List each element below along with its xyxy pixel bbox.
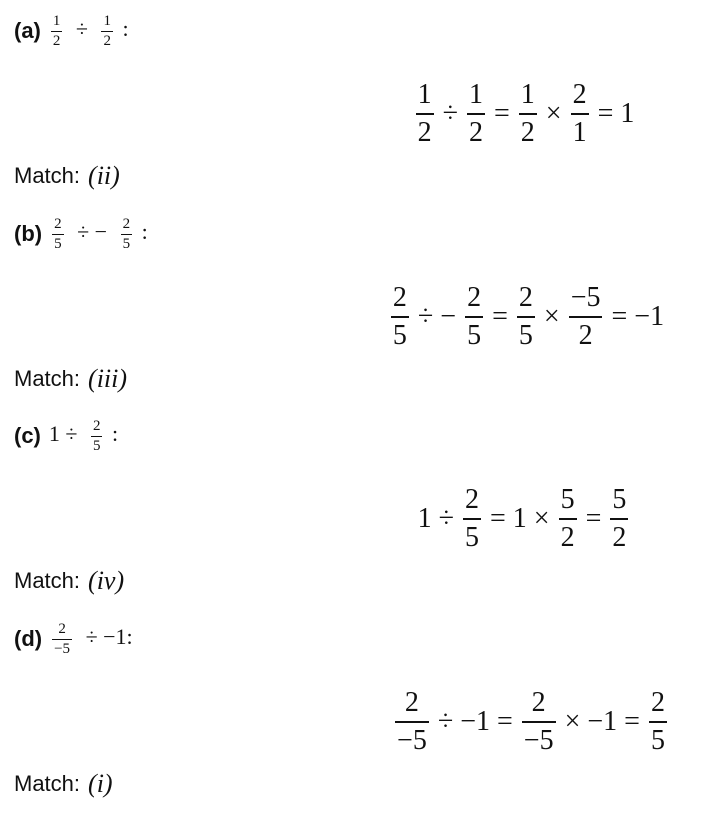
fraction: $\frac{1}{2}$ bbox=[52, 12, 61, 49]
item-c-heading-expression: 1 ÷ $\frac{2}{5}$ : bbox=[48, 417, 119, 454]
item-a bbox=[14, 12, 714, 190]
item-d-heading-expression: $\frac{2}{-5}$ ÷ −1: bbox=[54, 620, 133, 657]
fraction: $\frac{1}{2}$ bbox=[103, 12, 111, 49]
match-value: (iii) bbox=[88, 364, 128, 393]
match-label: Match: bbox=[14, 366, 81, 391]
fraction: $\frac{2}{5}$ bbox=[122, 215, 131, 252]
fraction: $\frac{2}{-5}$ bbox=[397, 687, 427, 756]
item-b-tag: (b) bbox=[14, 221, 43, 246]
worked-solutions bbox=[14, 14, 714, 824]
fraction: $\frac{2}{5}$ bbox=[392, 282, 407, 351]
match-label: Match: bbox=[14, 163, 81, 188]
item-a-heading-expression: $\frac{1}{2}$ ÷ $\frac{1}{2}$ : bbox=[52, 12, 129, 49]
fraction: $\frac{2}{1}$ bbox=[572, 79, 587, 148]
item-d-tag: (d) bbox=[14, 626, 43, 651]
fraction: $\frac{2}{5}$ bbox=[464, 484, 479, 553]
fraction: $\frac{1}{2}$ bbox=[468, 79, 483, 148]
fraction: $\frac{2}{5}$ bbox=[54, 215, 62, 252]
item-b bbox=[14, 215, 714, 393]
item-b-match bbox=[14, 362, 127, 396]
item-b-display-equation: $\frac{2}{5}$ ÷ − $\frac{2}{5}$ = $\frac{2}{5}$ × $\frac{-5}{2}$ = −1 bbox=[392, 282, 665, 351]
item-d bbox=[14, 620, 714, 798]
item-c-display-equation: 1 ÷ $\frac{2}{5}$ = 1 × $\frac{5}{2}$ = $\frac{5}{2}$ bbox=[417, 484, 627, 553]
item-a-match bbox=[14, 159, 120, 193]
item-c-tag: (c) bbox=[14, 423, 41, 448]
item-d-match bbox=[14, 767, 113, 801]
match-value: (i) bbox=[88, 769, 113, 798]
fraction: $\frac{2}{-5}$ bbox=[523, 687, 554, 756]
match-value: (ii) bbox=[88, 161, 120, 190]
item-d-heading bbox=[14, 622, 714, 656]
fraction: $\frac{1}{2}$ bbox=[520, 79, 535, 148]
fraction: $\frac{2}{5}$ bbox=[518, 282, 533, 351]
fraction: $\frac{2}{5}$ bbox=[467, 282, 482, 351]
match-label: Match: bbox=[14, 771, 81, 796]
fraction: $\frac{1}{2}$ bbox=[417, 79, 432, 148]
item-c-heading bbox=[14, 419, 714, 453]
fraction: $\frac{5}{2}$ bbox=[612, 484, 627, 553]
match-value: (iv) bbox=[88, 566, 125, 595]
fraction: $\frac{2}{-5}$ bbox=[54, 620, 71, 657]
item-c-match bbox=[14, 564, 124, 598]
item-a-heading bbox=[14, 14, 714, 48]
item-d-display-equation: $\frac{2}{-5}$ ÷ −1 = $\frac{2}{-5}$ × −1 = $\frac{2}{5}$ bbox=[397, 687, 665, 756]
match-label: Match: bbox=[14, 568, 81, 593]
fraction: $\frac{2}{5}$ bbox=[650, 687, 665, 756]
fraction: $\frac{5}{2}$ bbox=[560, 484, 575, 553]
item-b-heading-expression: $\frac{2}{5}$ ÷ − $\frac{2}{5}$ : bbox=[54, 215, 148, 252]
item-a-tag: (a) bbox=[14, 18, 41, 43]
item-c bbox=[14, 417, 714, 595]
fraction: $\frac{-5}{2}$ bbox=[570, 282, 601, 351]
item-a-display-equation: $\frac{1}{2}$ ÷ $\frac{1}{2}$ = $\frac{1}{2}$ × $\frac{2}{1}$ = 1 bbox=[417, 79, 635, 148]
item-b-heading bbox=[14, 217, 714, 251]
fraction: $\frac{2}{5}$ bbox=[92, 417, 101, 454]
